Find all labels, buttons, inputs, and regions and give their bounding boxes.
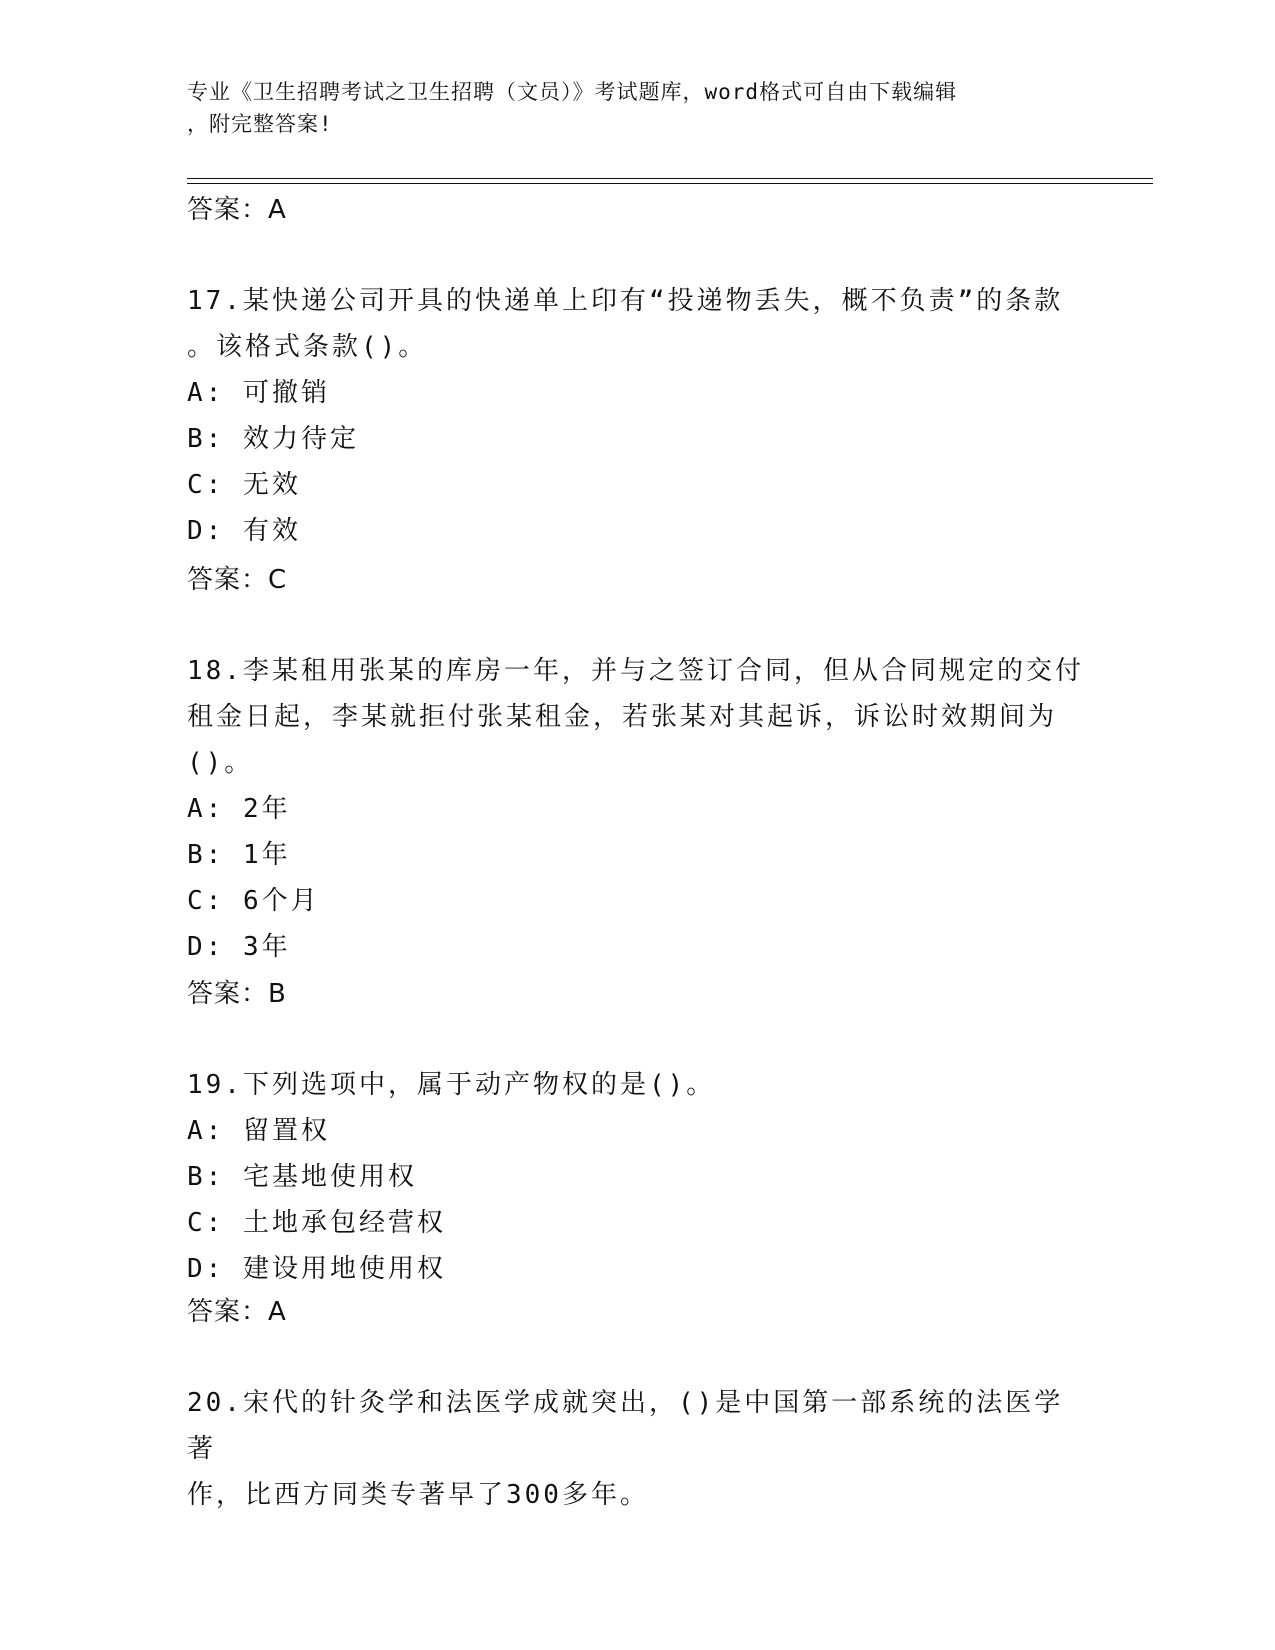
question-text-line: 20.宋代的针灸学和法医学成就突出，()是中国第一部系统的法医学著 — [187, 1388, 1064, 1464]
answer-16: 答案：A — [187, 195, 287, 225]
question-17 — [187, 278, 1087, 554]
header-line-2: ，附完整答案! — [187, 112, 333, 136]
question-19 — [187, 1062, 1087, 1292]
option-a: A: 留置权 — [187, 1116, 330, 1146]
option-c: C: 6个月 — [187, 886, 320, 916]
option-b: B: 效力待定 — [187, 424, 359, 454]
question-text-line: 19.下列选项中，属于动产物权的是()。 — [187, 1070, 716, 1100]
option-a: A: 可撤销 — [187, 378, 330, 408]
answer-17: 答案：C — [187, 565, 288, 595]
header-rule-bottom — [187, 183, 1153, 184]
answer-19: 答案：A — [187, 1297, 287, 1327]
question-text-line: 作，比西方同类专著早了300多年。 — [187, 1480, 649, 1510]
answer-18: 答案：B — [187, 979, 287, 1009]
question-text-line: 。该格式条款()。 — [187, 332, 428, 362]
question-text-line: 17.某快递公司开具的快递单上印有“投递物丢失，概不负责”的条款 — [187, 286, 1064, 316]
option-a: A: 2年 — [187, 794, 291, 824]
option-c: C: 无效 — [187, 470, 301, 500]
question-text-line: ()。 — [187, 748, 254, 778]
option-d: D: 有效 — [187, 516, 301, 546]
option-d: D: 建设用地使用权 — [187, 1254, 446, 1284]
header-rule-top — [187, 178, 1153, 179]
document-header — [187, 76, 1087, 140]
question-text-line: 18.李某租用张某的库房一年，并与之签订合同，但从合同规定的交付 — [187, 656, 1084, 686]
header-line-1: 专业《卫生招聘考试之卫生招聘（文员）》考试题库，word格式可自由下载编辑 — [187, 80, 958, 104]
option-c: C: 土地承包经营权 — [187, 1208, 446, 1238]
option-d: D: 3年 — [187, 932, 291, 962]
question-20 — [187, 1380, 1087, 1518]
question-text-line: 租金日起，李某就拒付张某租金，若张某对其起诉，诉讼时效期间为 — [187, 702, 1058, 732]
option-b: B: 1年 — [187, 840, 291, 870]
question-18 — [187, 648, 1087, 970]
option-b: B: 宅基地使用权 — [187, 1162, 417, 1192]
